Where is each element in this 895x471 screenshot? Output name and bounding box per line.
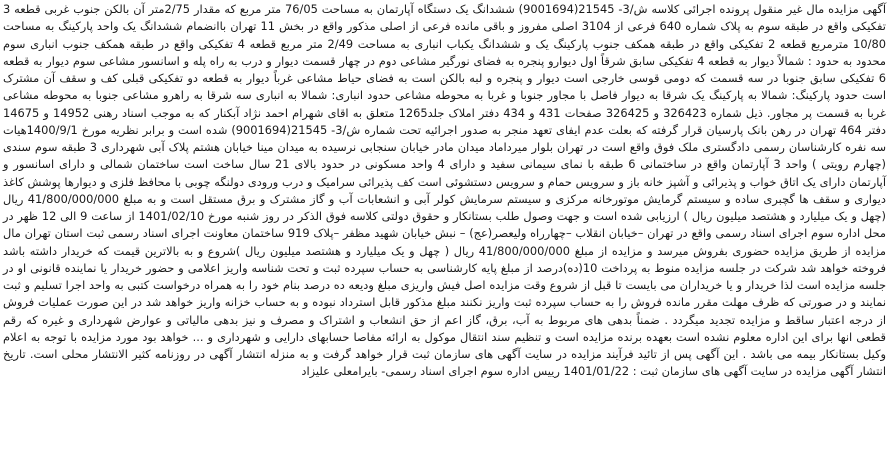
notice-body: آگهی مزایده مال غیر منقول پرونده اجرائی کلاسه ش/3- 21545(9001694) ششدانگ یک دستگاه آپارتمان به مساحت 76/05 متر مربع که مقدار 2/75متر آن بالکن جنوب غربی قطعه 3 تفکیکی واقع در طبقه سوم به پلاک شماره 640 فرعی از 3104 اصلی مفروز و باقی مانده فرعی از اصلی مذکور واقع در بخش 11 تهران باانضمام ششدانگ یک واحد پارکینگ به مساحت 10/80 مترمربع قطعه 2 تفکیکی واقع در طبقه همکف جنوب پارکینگ یک و ششدانگ یکباب انباری به مساحت 2/49 متر مربع قطعه 4 تفکیکی واقع در طبقه همکف جنوب انباری سوم محدود به حدود : شمالاً دیوار به قطعه 4 تفکیکی سابق شرقاً اول دیوارو پنجره به فضای نورگیر مشاعی دوم در چهار قسمت دیوار و درب به راه پله و اسانسور مشاعی سوم دیوار به قطعه 6 تفکیکی سابق جنوبا در سه قسمت که دومی قوسی خارجی است دیوار و پنجره و لبه بالکن است به فضای حیاط مشاعی غرباً دیوار به قطعه دو تفکیکی قبلی کف و سقف آن مشترک است حدود پارکینگ: شمالا به پارکینگ یک شرقا به دیوار فاصل با مجاور جنوبا و غربا به محوطه مشاعی حدود انباری: شمالا به انباری سه شرقا به راهرو مشاعی جنوبا به محوطه مشاعی غربا به قسمت پر مجاور. ذیل شماره 326423 و 326425 صفحات 431 و 434 دفتر املاک جلد1265 متعلق به اقای شهرام احمد نژاد آبکنار که به موجب اسناد رهنی 14952 و 14675 دفتر 464 تهران در رهن بانک پارسیان قرار گرفته که بعلت عدم ایفای تعهد منجر به صدور اجرائیه تحت شماره ش/3- 21545(9001694) شده است و برابر نظریه مورخ 1400/9/1هیات سه نفره کارشناسان رسمی دادگستری ملک فوق واقع است در تهران بلوار میرداماد میدان مادر خیابان سنجابی نرسیده به میدان مینا خیابان هشتم پلاک آبی شهرداری 3 طبقه سوم سندی (چهارم رویتی ) واحد 3 آپارتمان واقع در ساختمانی 6 طبقه با نمای سیمانی سفید و دارای 4 واحد مسکونی در حدود بالای 21 سال ساخت است ساختمان شمالی و دارای اسانسور و آپارتمان دارای یک اتاق خواب و پذیرائی و آشپز خانه باز و سرویس حمام و سرویس دستشوئی است کف پذیرائی سرامیک و درب ورودی دولنگه چوبی با محافظ فلزی و دیوارها پوشش کاغذ دیواری و سقف ها گچبری ساده و سیستم گرمایش موتورخانه مرکزی و سیستم سرمایش کولر آبی و انشعابات آب و گاز مشترک و برق مستقل است و به مبلغ 41/800/000/000 ریال (چهل و یک میلیارد و هشتصد میلیون ریال ) ارزیابی شده است و جهت وصول طلب بستانکار و حقوق دولتی کلاسه فوق الذکر در روز شنبه مورخ 1401/02/10 از ساعت 9 الی 12 ظهر در محل اداره سوم اجرای اسناد رسمی واقع در تهران –خیابان انقلاب –چهارراه ولیعصر(عج) – نبش خیابان شهید مظفر –پلاک 919 ساختمان معاونت اجرای اسناد رسمی ثبت استان تهران مال مزایده از طریق مزایده حضوری بفروش میرسد و مزایده از مبلغ 41/800/000/000 ریال ( چهل و یک میلیارد و هشتصد میلیون ریال )شروع و به بالاترین قیمت که خریدار داشته باشد فروخته خواهد شد شرکت در جلسه مزایده منوط به پرداخت 10(ده)درصد از مبلغ پایه کارشناسی به حساب سپرده ثبت و تحت شناسه واریز اعلامی و حضور خریدار یا نماینده قانونی او در جلسه مزایده است لذا خریدار و یا خریداران می بایست تا قبل از شروع وقت مزایده اصل فیش واریزی مبلغ ودیعه ده درصد بنام خود را به همراه درخواست کتبی به واحد اجرا تسلیم و ثبت نمایند و در صورتی که ظرف مهلت مقرر مانده فروش را به حساب سپرده ثبت واریز نکنند مبلغ مذکور قابل استرداد نبوده و به حساب خزانه واریز خواهد شد در این صورت عملیات فروش از درجه اعتبار ساقط و مزایده تجدید میگردد . ضمناً بدهی های مربوط به آب، برق، گاز اعم از حق انشعاب و اشتراک و مصرف و نیز بدهی مالیاتی و عوارض شهرداری و غیره که رقم قطعی انها برای این اداره معلوم نشده است بعهده برنده مزایده است و تنظیم سند انتقال موکول به ارائه مفاصا حسابهای دارایی و شهرداری و ... خواهد بود مورد مزایده با توجه به اعلام وکیل بستانکار بیمه می باشد . این آگهی پس از تائید فرآیند مزایده در سایت آگهی های سازمان ثبت قرار خواهد گرفت و به منزله انتشار آگهی در روزنامه کثیر الانتشار محلی است. تاریخ انتشار آگهی مزایده در سایت آگهی های سازمان ثبت : 1401/01/22 رییس اداره سوم اجرای اسناد رسمی- بایرامعلی علیزاد bbox=[3, 2, 887, 379]
